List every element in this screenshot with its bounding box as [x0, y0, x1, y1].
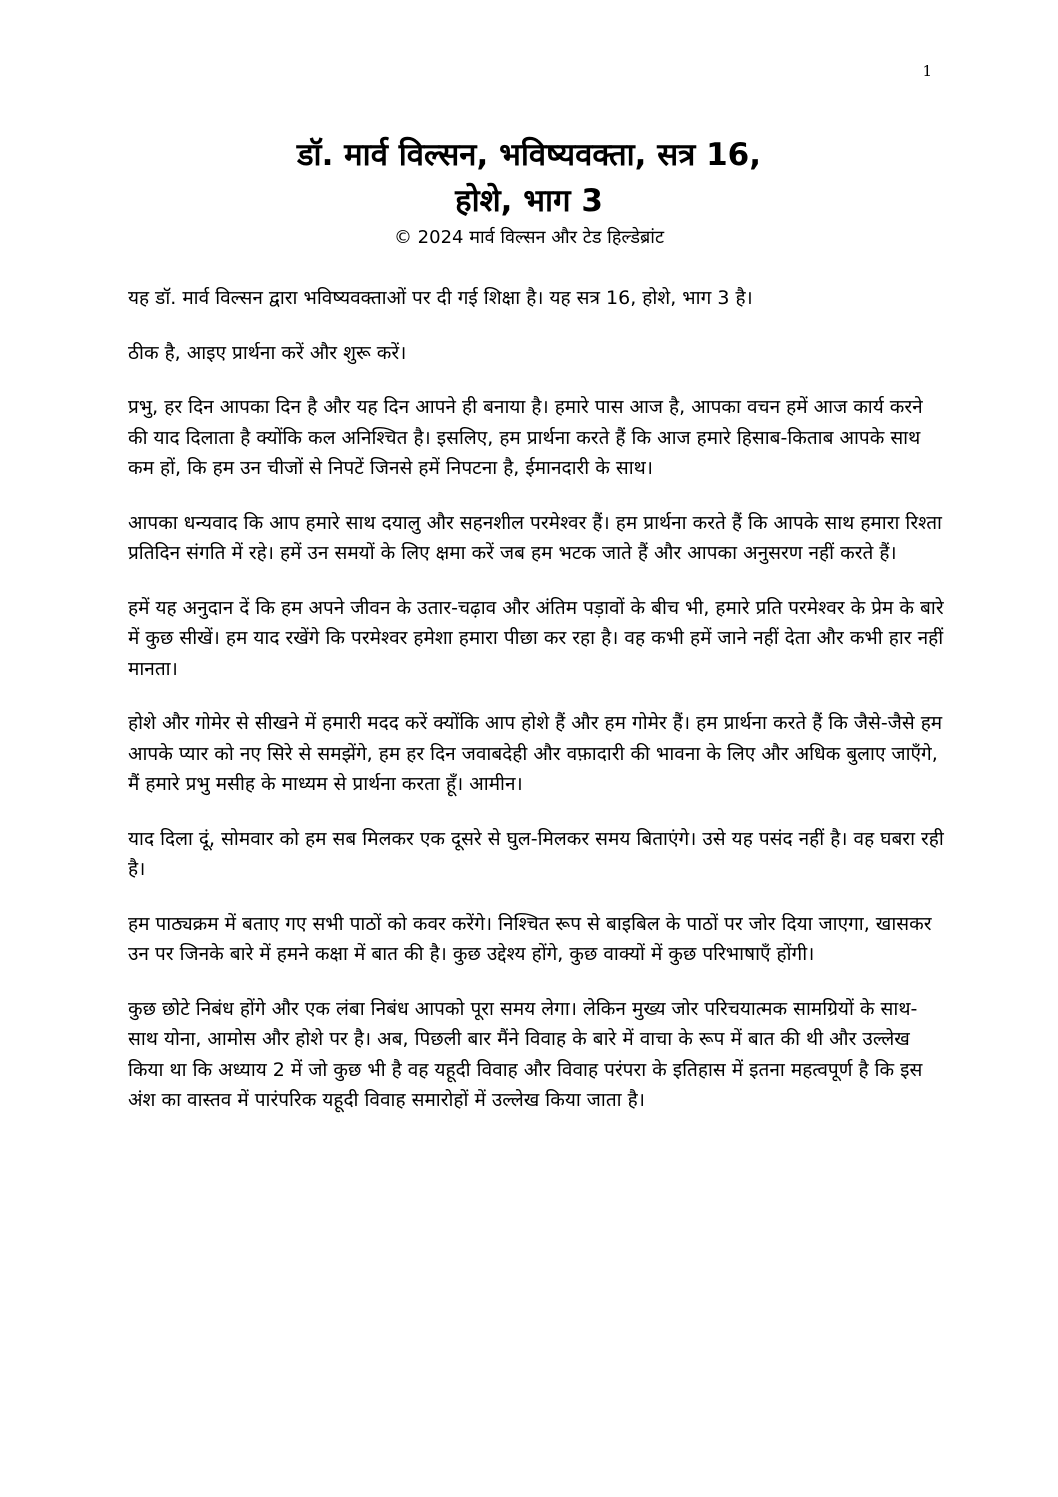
paragraph-prayer-3: हमें यह अनुदान दें कि हम अपने जीवन के उतार-चढ़ाव और अंतिम पड़ावों के बीच भी, हमारे प्रति परमेश्वर के प्रेम के बारे में कुछ सीखें। हम याद रखेंगे कि परमेश्वर हमेशा हमारा पीछा कर रहा है। वह कभी हमें जाने नहीं देता और कभी हार नहीं मानता।: [128, 596, 944, 680]
paragraph-prayer-2: आपका धन्यवाद कि आप हमारे साथ दयालु और सहनशील परमेश्वर हैं। हम प्रार्थना करते हैं कि आपके साथ हमारा रिश्ता प्रतिदिन संगति में रहे। हमें उन समयों के लिए क्षमा करें जब हम भटक जाते हैं और आपका अनुसरण नहीं करते हैं।: [128, 511, 942, 564]
paragraph-opening: ठीक है, आइए प्रार्थना करें और शुरू करें।: [128, 341, 407, 364]
paragraph-prayer-4: होशे और गोमेर से सीखने में हमारी मदद करें क्योंकि आप होशे हैं और हम गोमेर हैं। हम प्रार्थना करते हैं कि जैसे-जैसे हम आपके प्यार को नए सिरे से समझेंगे, हम हर दिन जवाबदेही और वफ़ादारी की भावना के लिए और अधिक बुलाए जाएँगे, मैं हमारे प्रभु मसीह के माध्यम से प्रार्थना करता हूँ। आमीन।: [128, 712, 943, 795]
paragraph-prayer-1: प्रभु, हर दिन आपका दिन है और यह दिन आपने ही बनाया है। हमारे पास आज है, आपका वचन हमें आज कार्य करने की याद दिलाता है क्योंकि कल अनिश्चित है। इसलिए, हम प्रार्थना करते हैं कि आज हमारे हिसाब-किताब आपके साथ कम हों, कि हम उन चीजों से निपटें जिनसे हमें निपटना है, ईमानदारी के साथ।: [128, 396, 923, 479]
title-block: [100, 132, 958, 250]
page-number: 1: [922, 62, 932, 80]
paragraph-exam-1: हम पाठ्यक्रम में बताए गए सभी पाठों को कवर करेंगे। निश्चित रूप से बाइबिल के पाठों पर जोर दिया जाएगा, खासकर उन पर जिनके बारे में हमने कक्षा में बात की है। कुछ उद्देश्य होंगे, कुछ वाक्यों में कुछ परिभाषाएँ होंगी।: [128, 912, 932, 965]
copyright-line: © 2024 मार्व विल्सन और टेड हिल्डेब्रांट: [393, 227, 665, 248]
title-line-2: होशे, भाग 3: [455, 183, 603, 219]
paragraph-exam-2: कुछ छोटे निबंध होंगे और एक लंबा निबंध आपको पूरा समय लेगा। लेकिन मुख्य जोर परिचयात्मक सामग्रियों के साथ-साथ योना, आमोस और होशे पर है। अब, पिछली बार मैंने विवाह के बारे में वाचा के रूप में बात की थी और उल्लेख किया था कि अध्याय 2 में जो कुछ भी है वह यहूदी विवाह और विवाह परंपरा के इतिहास में इतना महत्वपूर्ण है कि इस अंश का वास्तव में पारंपरिक यहूदी विवाह समारोहों में उल्लेख किया जाता है।: [128, 997, 923, 1111]
transcript-body: [128, 283, 944, 1140]
paragraph-reminder: याद दिला दूं, सोमवार को हम सब मिलकर एक दूसरे से घुल-मिलकर समय बिताएंगे। उसे यह पसंद नहीं है। वह घबरा रही है।: [128, 827, 944, 880]
page-title: [100, 132, 958, 224]
paragraph-intro: यह डॉ. मार्व विल्सन द्वारा भविष्यवक्ताओं पर दी गई शिक्षा है। यह सत्र 16, होशे, भाग 3 है।: [128, 287, 753, 309]
title-line-1: डॉ. मार्व विल्सन, भविष्यवक्ता, सत्र 16,: [296, 137, 762, 173]
